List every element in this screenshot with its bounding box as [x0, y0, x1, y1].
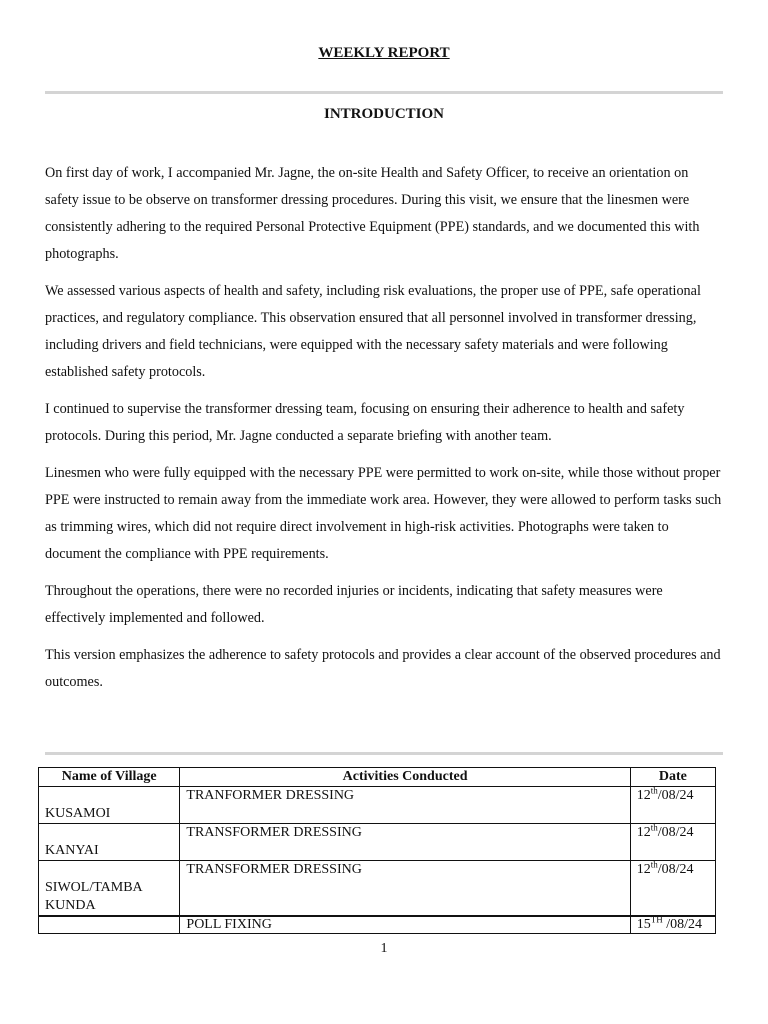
date-ordinal-suffix: th: [650, 785, 658, 796]
activities-table: [38, 767, 716, 934]
page-number: 1: [380, 941, 388, 956]
date-day: 12: [636, 825, 651, 840]
date-cell: [630, 861, 715, 917]
activity-cell: POLL FIXING: [180, 916, 630, 934]
table-row: [39, 861, 716, 917]
activity-cell: TRANSFORMER DRESSING: [180, 824, 630, 861]
village-cell: KUSAMOI: [39, 787, 180, 824]
paragraph: I continued to supervise the transformer dressing team, focusing on ensuring their adherence to health and safety protocols. During this period, Mr. Jagne conducted a separate briefing with another team.: [45, 401, 685, 444]
village-cell: KANYAI: [39, 824, 180, 861]
paragraph: Linesmen who were fully equipped with the necessary PPE were permitted to work on-site, while those without proper PPE were instructed to remain away from the immediate work area. However, they were allowed to perform tasks such as trimming wires, which did not require direct involvement in high-risk activities. Photographs were taken to document the compliance with PPE requirements.: [45, 465, 722, 562]
date-ordinal-suffix: TH: [650, 914, 663, 925]
activity-cell: TRANFORMER DRESSING: [180, 787, 630, 824]
date-ordinal-suffix: th: [650, 822, 658, 833]
paragraph: This version emphasizes the adherence to safety protocols and provides a clear account of the observed procedures and outcomes.: [45, 647, 721, 690]
date-month-year: /08/24: [657, 825, 694, 840]
horizontal-divider-bottom: [45, 752, 723, 755]
table-row: [39, 787, 716, 824]
header-activities-conducted: Activities Conducted: [180, 768, 630, 787]
paragraph: On first day of work, I accompanied Mr. Jagne, the on-site Health and Safety Officer, to receive an orientation on safety issue to be observe on transformer dressing procedures. During this visit, we ensure that the linesmen were consistently adhering to the required Personal Protective Equipment (PPE) standards, and we documented this with photographs.: [45, 165, 700, 262]
activity-cell: TRANSFORMER DRESSING: [180, 861, 630, 917]
table-row: [39, 916, 716, 934]
date-day: 15: [636, 917, 651, 932]
horizontal-divider-top: [45, 91, 723, 94]
date-day: 12: [636, 862, 651, 877]
date-cell: [630, 787, 715, 824]
introduction-body: [45, 160, 725, 706]
date-month-year: /08/24: [662, 917, 703, 932]
date-day: 12: [636, 788, 651, 803]
date-cell: [630, 916, 715, 934]
section-heading-introduction: INTRODUCTION: [323, 106, 444, 122]
table-header-row: [39, 768, 716, 787]
table-row: [39, 824, 716, 861]
date-ordinal-suffix: th: [650, 859, 658, 870]
paragraph: We assessed various aspects of health and safety, including risk evaluations, the proper use of PPE, safe operational practices, and regulatory compliance. This observation ensured that all personnel involved in transformer dressing, including drivers and field technicians, were equipped with the necessary safety materials and were following established safety protocols.: [45, 283, 701, 380]
date-month-year: /08/24: [657, 788, 694, 803]
date-month-year: /08/24: [657, 862, 694, 877]
village-cell: SIWOL/TAMBA KUNDA: [39, 861, 180, 917]
header-date: Date: [630, 768, 715, 787]
header-name-of-village: Name of Village: [39, 768, 180, 787]
report-title: WEEKLY REPORT: [318, 45, 450, 61]
activities-table-container: [38, 767, 718, 934]
date-cell: [630, 824, 715, 861]
paragraph: Throughout the operations, there were no recorded injuries or incidents, indicating that safety measures were effectively implemented and followed.: [45, 583, 663, 626]
village-cell: [39, 916, 180, 934]
